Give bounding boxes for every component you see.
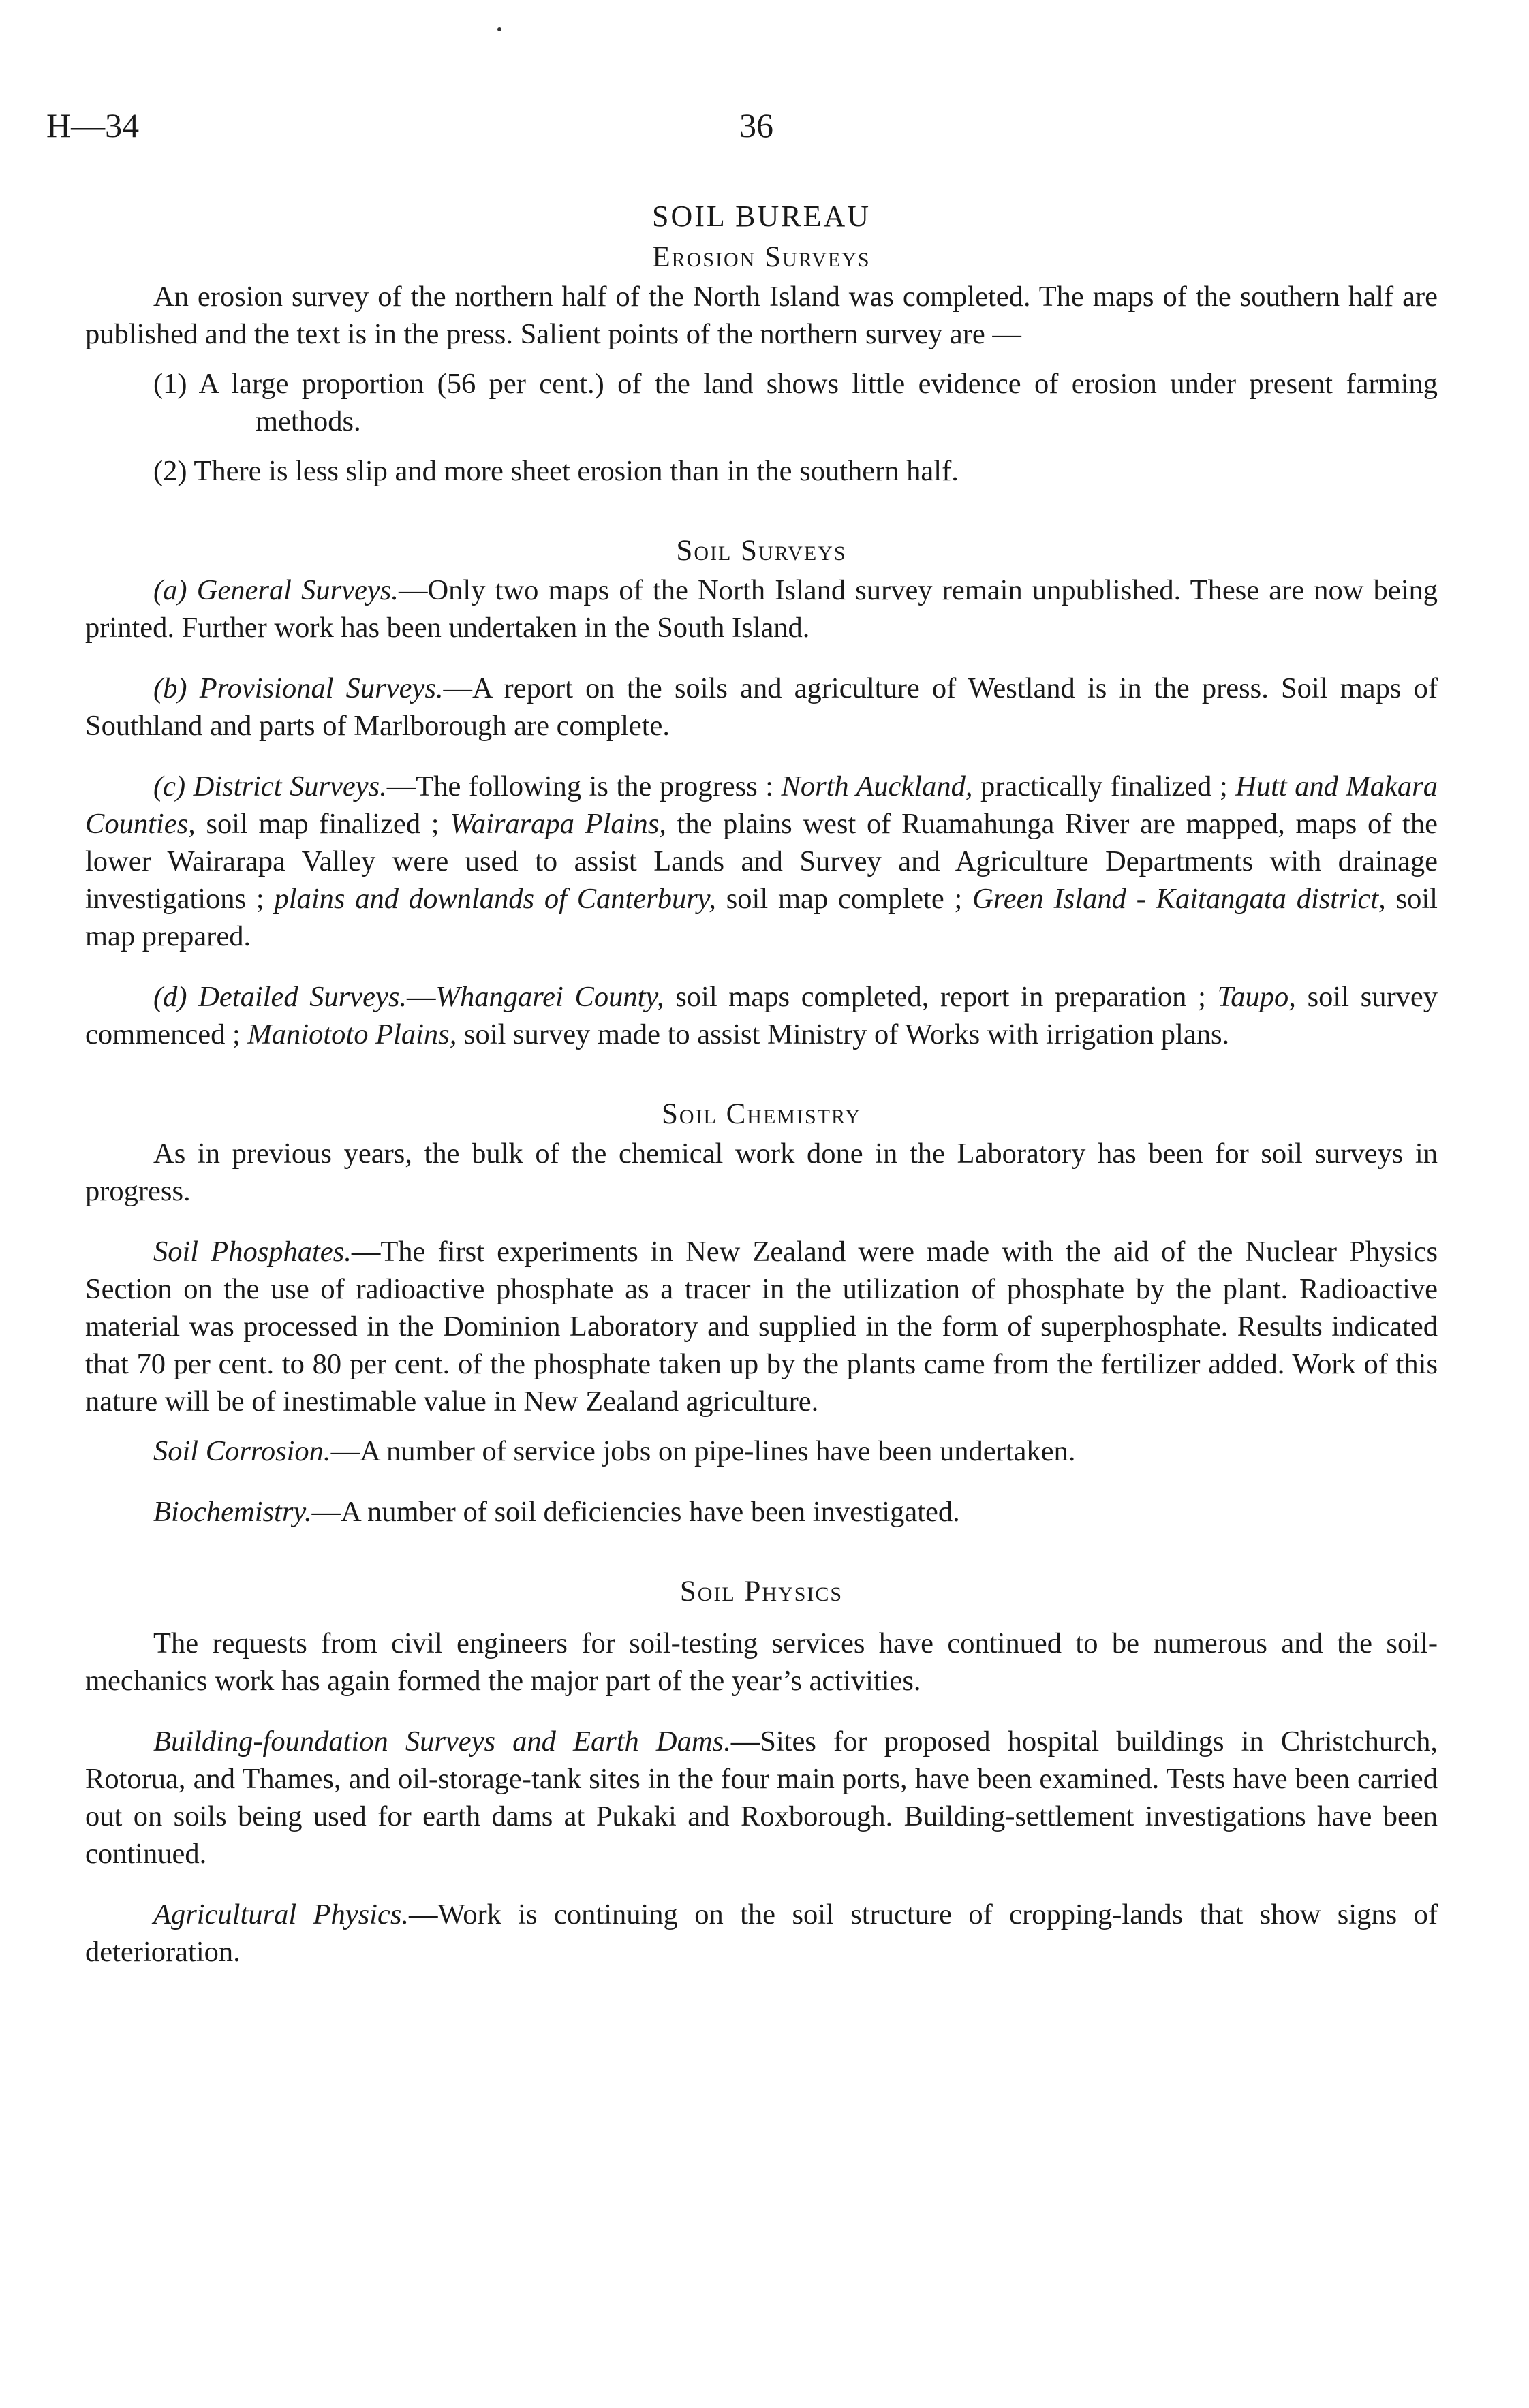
paragraph-text: —	[407, 981, 436, 1013]
paragraph-marker: (a)	[153, 574, 187, 606]
district-surveys-paragraph	[85, 768, 1438, 955]
paragraph-text: —Work is continuing on the soil structure of cropping-lands that show signs of deterioration.	[85, 1898, 1438, 1968]
paragraph-text: soil maps completed, report in preparation ;	[664, 981, 1218, 1013]
paragraph-lead: District Surveys.	[193, 770, 387, 802]
paragraph-marker: (b)	[153, 672, 187, 704]
chemistry-intro-paragraph: As in previous years, the bulk of the chemical work done in the Laboratory has been for soil surveys in progress.	[85, 1138, 1438, 1207]
section-heading-soil-physics: Soil Physics	[679, 1576, 844, 1608]
paragraph-lead: General Surveys.	[196, 574, 399, 606]
paragraph-lead: Soil Phosphates.	[153, 1236, 352, 1268]
physics-intro-paragraph: The requests from civil engineers for soil-testing services have continued to be numerous and the soil-mechanics work has again formed the major part of the year’s activities.	[85, 1627, 1438, 1697]
section-heading-erosion-surveys: Erosion Surveys	[652, 241, 871, 273]
section-heading-soil-chemistry: Soil Chemistry	[661, 1098, 861, 1130]
page-number: 36	[739, 106, 773, 144]
biochemistry-paragraph	[85, 1493, 1438, 1531]
point-text: There is less slip and more sheet erosion than in the southern half.	[194, 455, 959, 487]
place-taupo: Taupo,	[1217, 981, 1296, 1013]
provisional-surveys-paragraph	[85, 670, 1438, 745]
paragraph-lead: Soil Corrosion.	[153, 1435, 331, 1467]
place-hutt-makara: Hutt and Makara Counties,	[85, 770, 1438, 840]
paragraph-marker: (c)	[153, 770, 186, 802]
paragraph-text: practically finalized ;	[972, 770, 1236, 802]
page-title: SOIL BUREAU	[651, 200, 871, 233]
place-wairarapa-plains: Wairarapa Plains,	[450, 808, 666, 840]
detailed-surveys-paragraph	[85, 978, 1438, 1053]
paragraph-text: —Sites for proposed hospital buildings in Christchurch, Rotorua, and Thames, and oil-storage-tank sites in the four main ports, have been examined. Tests have been carried out on soils being used for earth dams at Pukaki and Roxborough. Building-settlement investigations have been continued.	[85, 1725, 1438, 1870]
paragraph-lead: Detailed Surveys.	[198, 981, 407, 1013]
place-whangarei: Whangarei County,	[435, 981, 664, 1013]
document-code: H—34	[46, 106, 140, 144]
agricultural-physics-paragraph	[85, 1896, 1438, 1971]
place-green-island-kaitangata: Green Island - Kaitangata district,	[972, 883, 1386, 915]
soil-phosphates-paragraph	[85, 1233, 1438, 1420]
erosion-intro-paragraph: An erosion survey of the northern half of the North Island was completed. The maps of the southern half are published and the text is in the press. Salient points of the northern survey are —	[85, 281, 1438, 350]
paragraph-text: —A report on the soils and agriculture of Westland is in the press. Soil maps of Southland and parts of Marlborough are complete.	[85, 672, 1438, 742]
paragraph-lead: Biochemistry.	[153, 1496, 312, 1528]
paragraph-marker: (d)	[153, 981, 187, 1013]
paragraph-text: —Only two maps of the North Island survey remain unpublished. These are now being printed. Further work has been undertaken in the South Island.	[85, 574, 1438, 644]
page-body	[85, 196, 1438, 1971]
paragraph-lead: Building-foundation Surveys and Earth Dams.	[153, 1725, 731, 1757]
erosion-point-1	[85, 365, 1438, 440]
erosion-point-2	[85, 452, 1438, 490]
paragraph-text: —The following is the progress :	[386, 770, 782, 802]
place-maniototo: Maniototo Plains,	[247, 1018, 457, 1050]
paragraph-lead: Agricultural Physics.	[153, 1898, 409, 1930]
paragraph-text: soil survey commenced ;	[85, 981, 1438, 1050]
paragraph-text: soil map complete ;	[715, 883, 973, 915]
point-text: A large proportion (56 per cent.) of the land shows little evidence of erosion under present farming methods.	[198, 368, 1438, 437]
paragraph-text: soil survey made to assist Ministry of Works with irrigation plans.	[457, 1018, 1230, 1050]
place-canterbury: plains and downlands of Canterbury,	[274, 883, 716, 915]
section-heading-soil-surveys: Soil Surveys	[676, 535, 847, 567]
paragraph-text: soil map finalized ;	[195, 808, 450, 840]
stray-mark	[497, 27, 501, 31]
place-north-auckland: North Auckland,	[781, 770, 973, 802]
general-surveys-paragraph	[85, 572, 1438, 646]
soil-corrosion-paragraph	[85, 1433, 1438, 1470]
point-marker: (1)	[153, 368, 187, 400]
building-foundation-paragraph	[85, 1723, 1438, 1873]
point-marker: (2)	[153, 455, 187, 487]
paragraph-lead: Provisional Surveys.	[199, 672, 444, 704]
paragraph-text: the plains west of Ruamahunga River are mapped, maps of the lower Wairarapa Valley were used to assist Lands and Survey and Agriculture Departments with drainage investigations ;	[85, 808, 1438, 915]
paragraph-text: —A number of service jobs on pipe-lines have been undertaken.	[330, 1435, 1076, 1467]
paragraph-text: soil map prepared.	[85, 883, 1438, 952]
paragraph-text: —A number of soil deficiencies have been investigated.	[311, 1496, 960, 1528]
paragraph-text: —The first experiments in New Zealand were made with the aid of the Nuclear Physics Section on the use of radioactive phosphate as a tracer in the utilization of phosphate by the plant. Radioactive material was processed in the Dominion Laboratory and supplied in the form of superphosphate. Results indicated that 70 per cent. to 80 per cent. of the phosphate taken up by the plants came from the fertilizer added. Work of this nature will be of inestimable value in New Zealand agriculture.	[85, 1236, 1438, 1418]
